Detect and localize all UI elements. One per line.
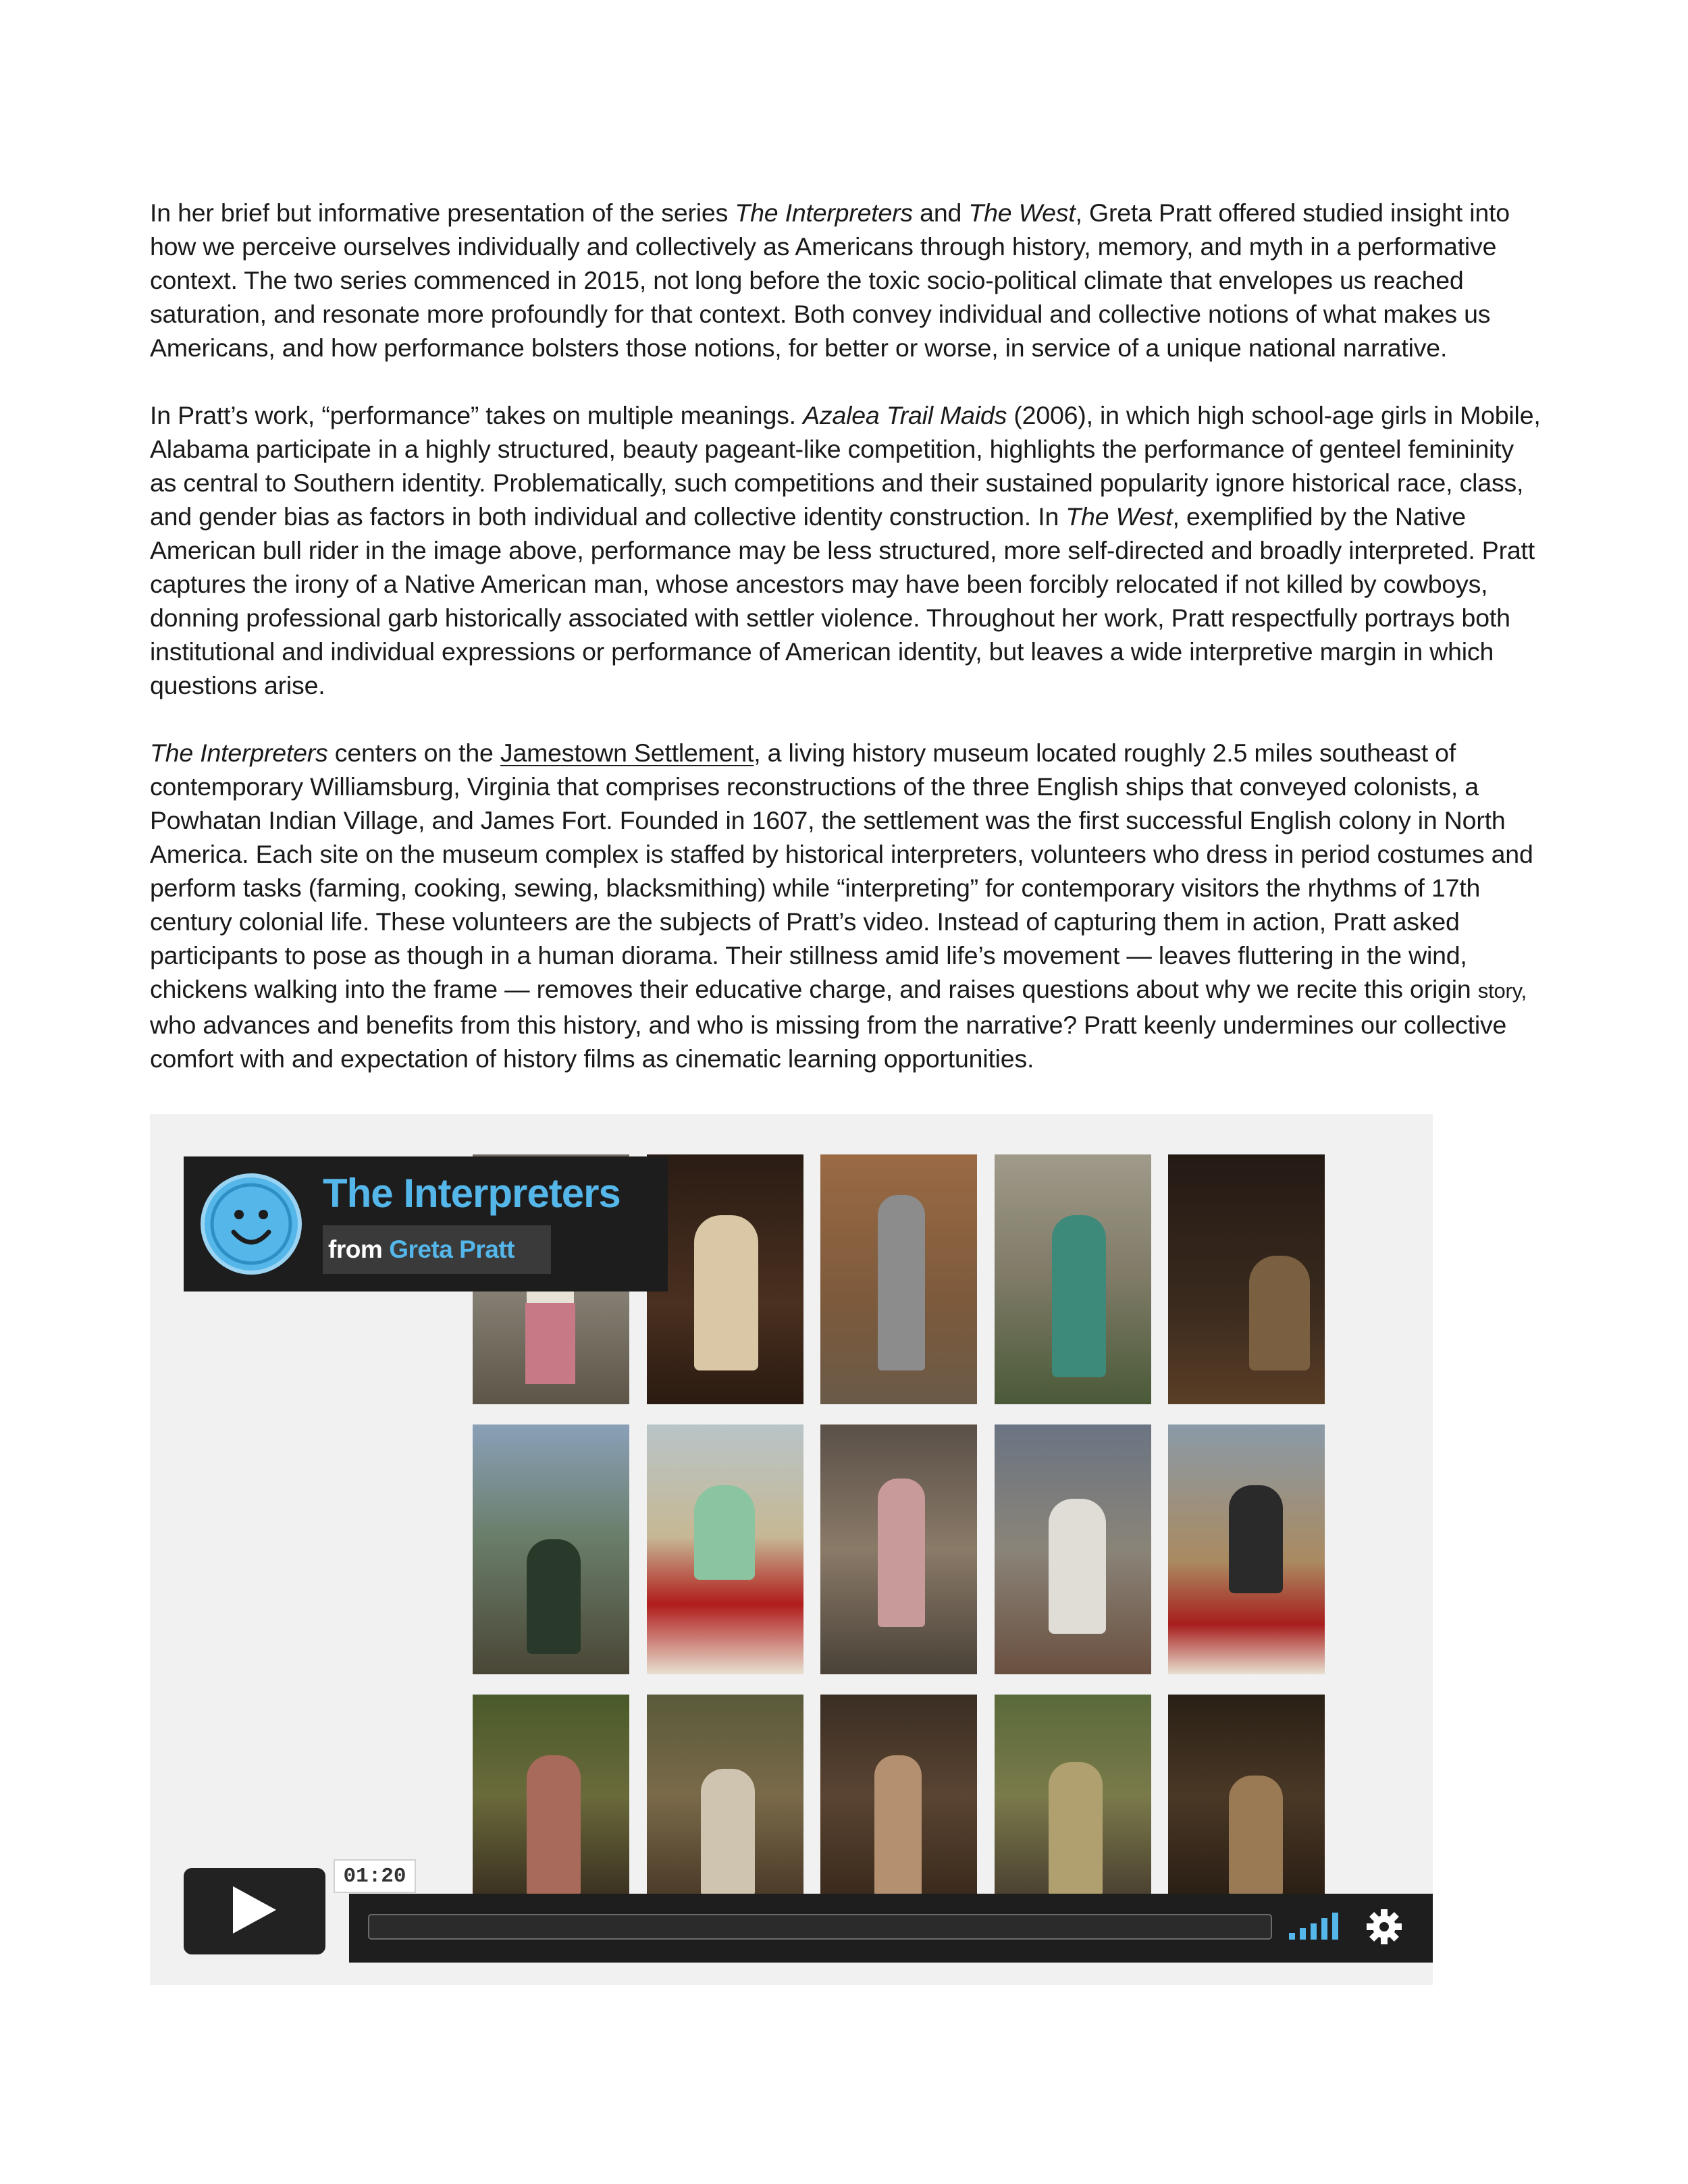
thumbnail-tile <box>820 1154 977 1404</box>
jamestown-settlement-link[interactable]: Jamestown Settlement <box>500 739 754 767</box>
from-label: from <box>328 1235 383 1263</box>
video-byline <box>323 1225 551 1274</box>
thumbnail-tile <box>647 1154 803 1404</box>
gear-icon[interactable] <box>1366 1909 1402 1945</box>
progress-bar[interactable] <box>368 1914 1272 1940</box>
text-run: (2006), in which high school-age girls in Mobile, Alabama participate in a highly structured, beauty pageant-like competition, highlights the performance of genteel femininity as central to Southern identity. Problematically, such competitions and their sustained popularity ignore historical race, class, and gender bias as factors in both individual and collective identity construction. In <box>150 401 1541 531</box>
thumbnail-tile <box>820 1695 977 1897</box>
series-title: The Interpreters <box>735 198 913 227</box>
text-run: and <box>912 198 969 227</box>
series-title: The West <box>1065 502 1173 531</box>
text-run: story, <box>1477 979 1527 1003</box>
thumbnail-tile <box>647 1424 803 1674</box>
paragraph-1 <box>150 196 1541 365</box>
text-run: , exemplified by the Native American bull rider in the image above, performance may be less structured, more self-directed and broadly interpreted. Pratt captures the irony of a Native American man, whose ancestors may have been forcibly relocated if not killed by cowboys, donning professional garb historically associated with settler violence. Throughout her work, Pratt respectfully portrays both institutional and individual expressions or performance of American identity, but leaves a wide interpretive margin in which questions arise. <box>150 502 1535 699</box>
thumbnail-tile <box>1168 1154 1325 1404</box>
text-run: , a living history museum located roughly 2.5 miles southeast of contemporary Williamsburg, Virginia that comprises reconstructions of the three English ships that conveyed colonists, a Powhatan Indian Village, and James Fort. Founded in 1607, the settlement was the first successful English colony in North America. Each site on the museum complex is staffed by historical interpreters, volunteers who dress in period costumes and perform tasks (farming, cooking, sewing, blacksmithing) while “interpreting” for contemporary visitors the rhythms of 17th century colonial life. These volunteers are the subjects of Pratt’s video. Instead of capturing them in action, Pratt asked participants to pose as though in a human diorama. Their stillness amid life’s movement — leaves fluttering in the wind, chickens walking into the frame — removes their educative charge, and raises questions about why we recite this origin <box>150 739 1533 1003</box>
play-button[interactable] <box>184 1868 325 1954</box>
timecode: 01:20 <box>334 1859 416 1893</box>
thumbnail-tile <box>995 1695 1151 1897</box>
work-title: Azalea Trail Maids <box>803 401 1007 429</box>
control-bar <box>349 1894 1433 1963</box>
series-title: The West <box>968 198 1076 227</box>
series-title: The Interpreters <box>150 739 328 767</box>
paragraph-3 <box>150 736 1541 1075</box>
play-icon <box>233 1886 276 1937</box>
video-player[interactable] <box>150 1114 1433 1985</box>
text-run: In her brief but informative presentation of the series <box>150 198 735 227</box>
volume-bars-icon[interactable] <box>1288 1913 1346 1940</box>
thumbnail-tile <box>473 1424 629 1674</box>
paragraph-2 <box>150 398 1541 702</box>
smiley-logo-icon <box>197 1170 305 1278</box>
thumbnail-tile <box>1168 1695 1325 1897</box>
text-run: , Greta Pratt offered studied insight into how we perceive ourselves individually and collectively as Americans through history, memory, and myth in a performative context. The two series commenced in 2015, not long before the toxic socio-political climate that envelopes us reached saturation, and resonate more profoundly for that context. Both convey individual and collective notions of what makes us Americans, and how performance bolsters those notions, for better or worse, in service of a unique national narrative. <box>150 198 1510 362</box>
thumbnail-tile <box>1168 1424 1325 1674</box>
thumbnail-tile <box>995 1424 1151 1674</box>
video-title[interactable]: The Interpreters <box>323 1171 621 1216</box>
video-title-badge[interactable] <box>184 1156 668 1291</box>
article-body <box>150 196 1541 1109</box>
text-run: In Pratt’s work, “performance” takes on multiple meanings. <box>150 401 803 429</box>
thumbnail-tile <box>820 1424 977 1674</box>
thumbnail-tile <box>647 1695 803 1897</box>
author-link[interactable]: Greta Pratt <box>389 1235 515 1263</box>
thumbnail-tile <box>473 1695 629 1897</box>
badge-text <box>323 1156 668 1291</box>
thumbnail-tile <box>995 1154 1151 1404</box>
text-run: centers on the <box>327 739 500 767</box>
text-run: who advances and benefits from this history, and who is missing from the narrative? Pratt keenly undermines our collective comfort with and expectation of history films as cinematic learning opportunities. <box>150 1011 1507 1073</box>
